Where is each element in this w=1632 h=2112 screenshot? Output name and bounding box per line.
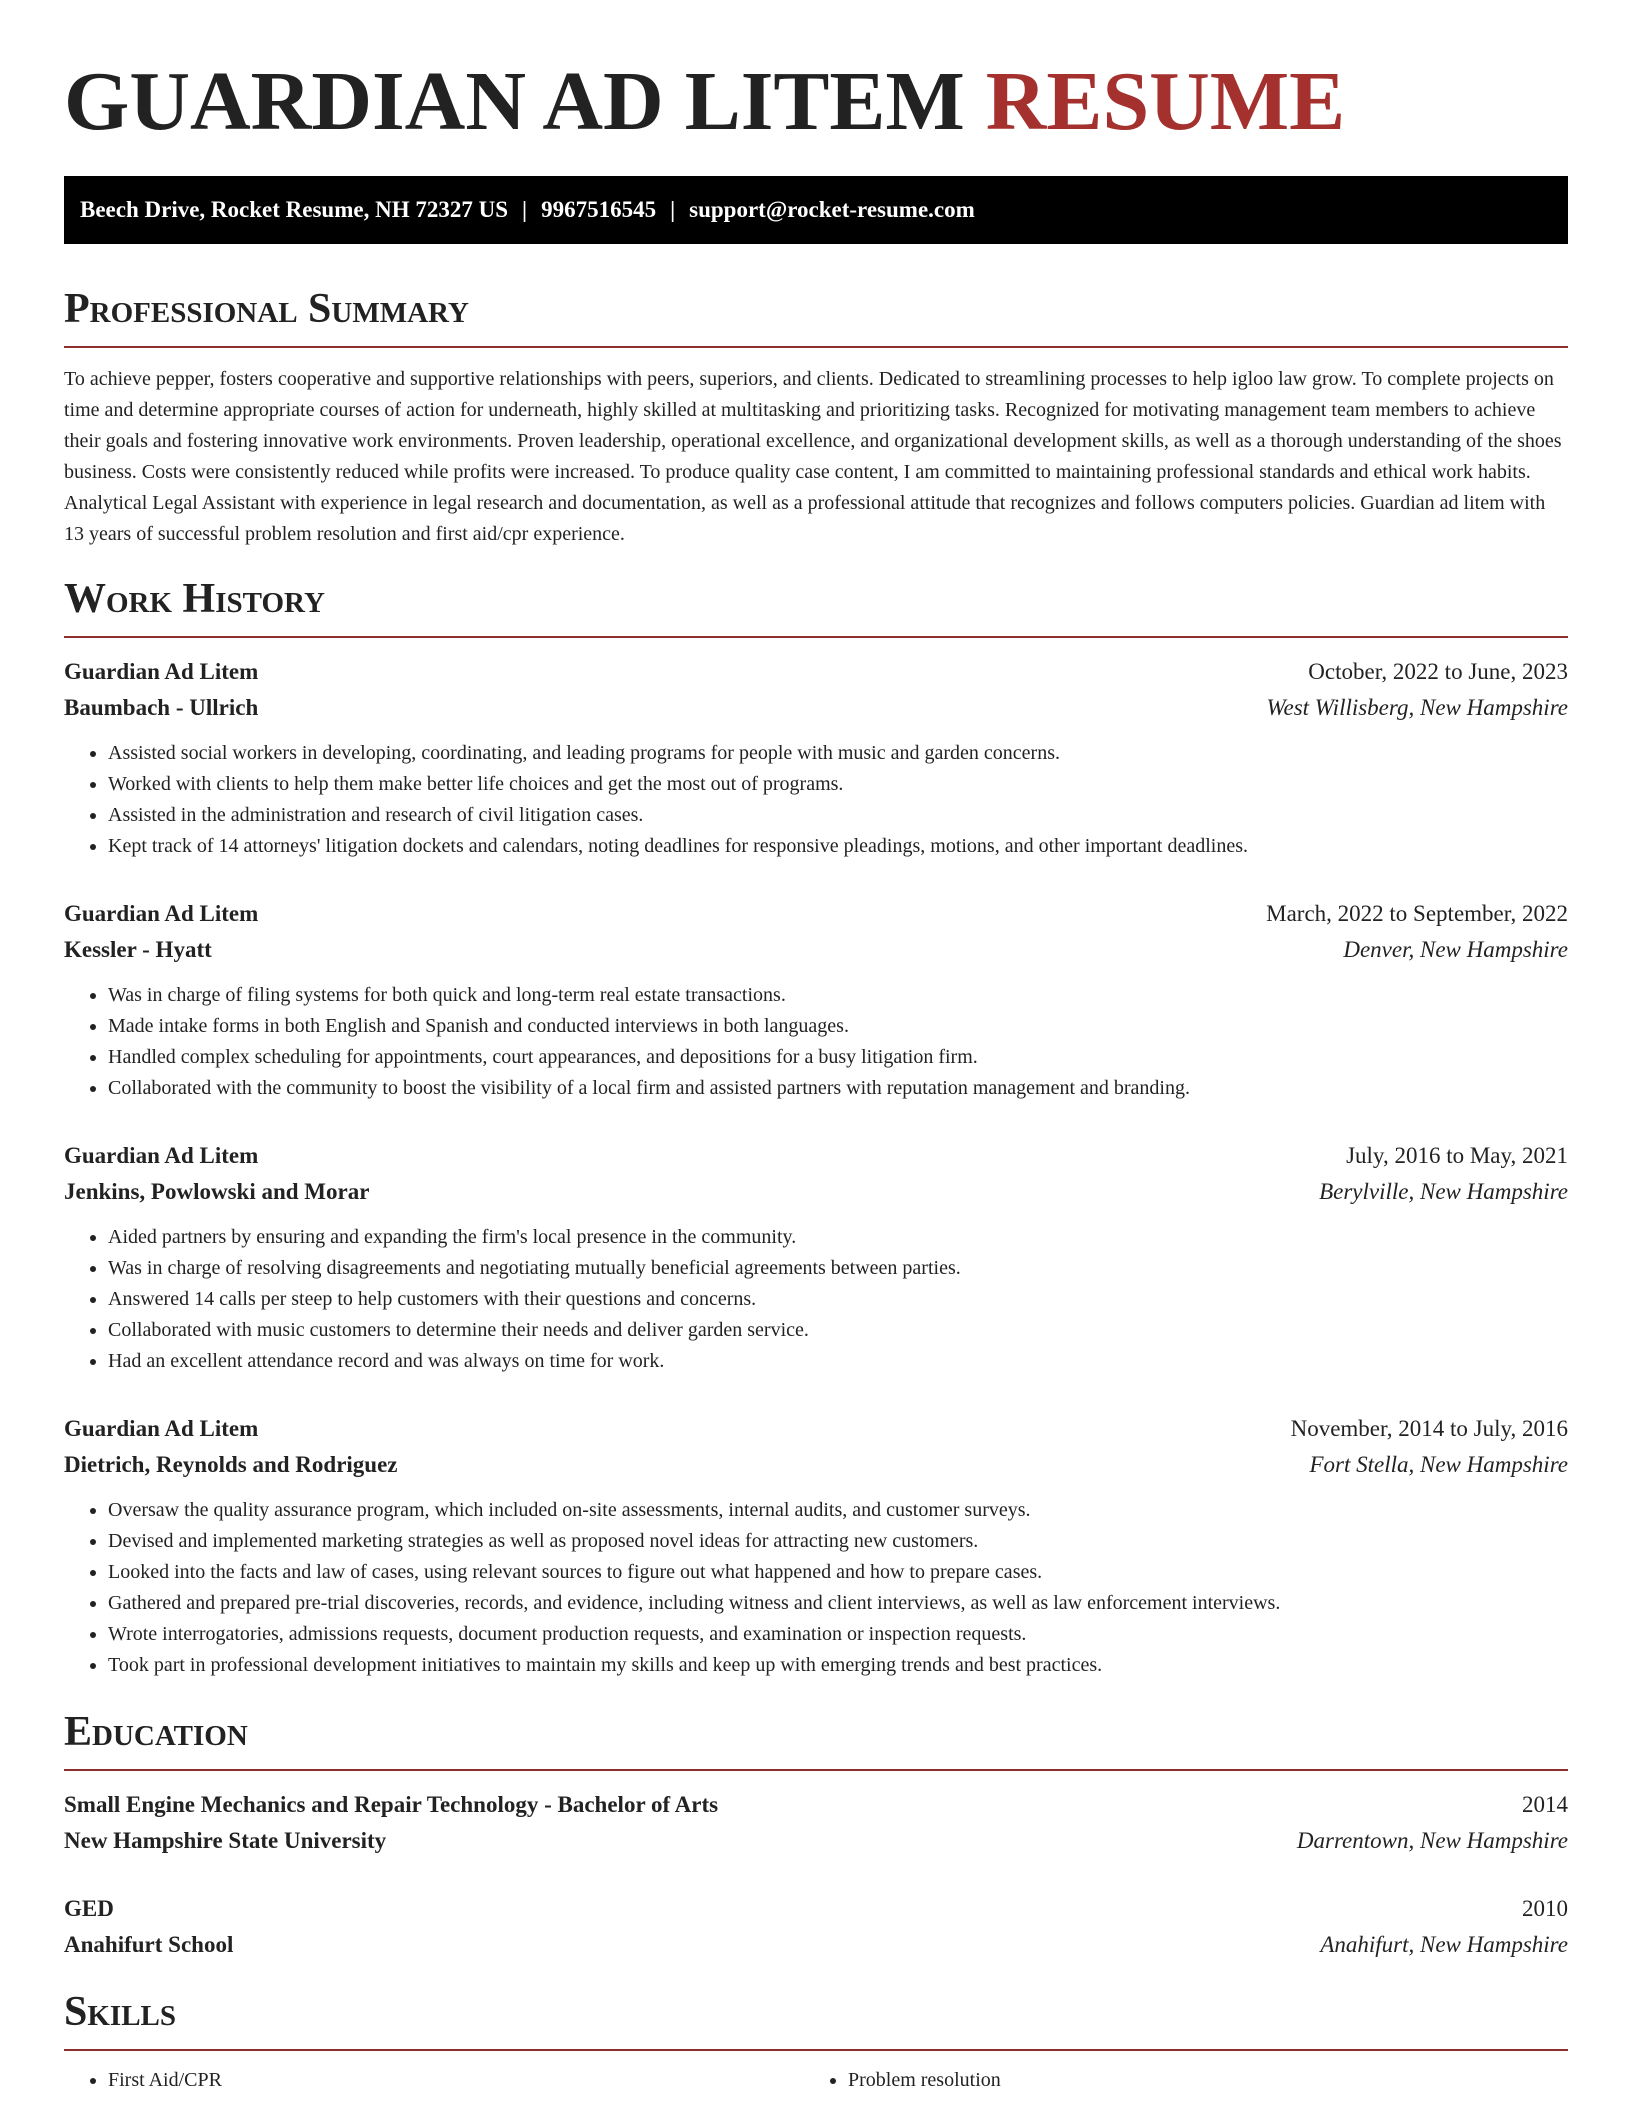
job-bullet: • Assisted social workers in developing, coordinating, and leading programs for people with music and garden concerns. <box>108 738 1568 769</box>
job-bullet: • Had an excellent attendance record and was always on time for work. <box>108 1346 1568 1377</box>
job-bullets <box>64 1495 1568 1681</box>
job-bullet: • Collaborated with the community to boost the visibility of a local firm and assisted partners with reputation management and branding. <box>108 1073 1568 1104</box>
job-bullet: • Handled complex scheduling for appointments, court appearances, and depositions for a busy litigation firm. <box>108 1042 1568 1073</box>
job-title: Guardian Ad Litem <box>64 1143 259 1168</box>
job-bullet: • Assisted in the administration and research of civil litigation cases. <box>108 800 1568 831</box>
education-heading: Education <box>64 1707 1568 1771</box>
job-bullet: • Was in charge of filing systems for both quick and long-term real estate transactions. <box>108 980 1568 1011</box>
skill-item: • First Aid/CPR <box>108 2065 804 2096</box>
education-entry <box>64 1891 1568 1963</box>
job-location: Denver, New Hampshire <box>1343 937 1568 962</box>
job-bullet: • Collaborated with music customers to determine their needs and deliver garden service. <box>108 1315 1568 1346</box>
education-school: New Hampshire State University <box>64 1828 387 1853</box>
contact-separator: | <box>670 197 676 222</box>
job-bullet: • Oversaw the quality assurance program, which included on-site assessments, internal audits, and customer surveys. <box>108 1495 1568 1526</box>
job-bullet: • Aided partners by ensuring and expanding the firm's local presence in the community. <box>108 1222 1568 1253</box>
job-bullet: • Looked into the facts and law of cases, using relevant sources to figure out what happened and how to prepare cases. <box>108 1557 1568 1588</box>
job-company: Jenkins, Powlowski and Morar <box>64 1179 370 1204</box>
skills-list <box>64 2065 1568 2096</box>
skill-item: • Problem resolution <box>848 2065 1544 2096</box>
skills-column-right <box>804 2065 1544 2096</box>
job-bullet: • Took part in professional development initiatives to maintain my skills and keep up with emerging trends and best practices. <box>108 1650 1568 1681</box>
job-bullets <box>64 738 1568 862</box>
education-degree: GED <box>64 1896 114 1921</box>
summary-heading: Professional Summary <box>64 284 1568 348</box>
job-company: Kessler - Hyatt <box>64 937 212 962</box>
job-dates: November, 2014 to July, 2016 <box>1290 1416 1568 1441</box>
job-bullet: • Gathered and prepared pre-trial discoveries, records, and evidence, including witness and client interviews, as well as law enforcement interviews. <box>108 1588 1568 1619</box>
job-location: Fort Stella, New Hampshire <box>1309 1452 1568 1477</box>
title-main: GUARDIAN AD LITEM <box>64 55 965 148</box>
education-year: 2010 <box>1522 1896 1568 1921</box>
job-bullet: • Wrote interrogatories, admissions requests, document production requests, and examination or inspection requests. <box>108 1619 1568 1650</box>
job-dates: July, 2016 to May, 2021 <box>1346 1143 1568 1168</box>
education-school: Anahifurt School <box>64 1932 234 1957</box>
job-bullets <box>64 1222 1568 1377</box>
contact-address: Beech Drive, Rocket Resume, NH 72327 US <box>80 197 508 222</box>
job-company: Baumbach - Ullrich <box>64 695 259 720</box>
contact-separator: | <box>521 197 528 222</box>
job-bullet: • Worked with clients to help them make better life choices and get the most out of programs. <box>108 769 1568 800</box>
job-entry <box>64 1138 1568 1377</box>
job-bullets <box>64 980 1568 1104</box>
title-accent: RESUME <box>985 55 1346 148</box>
job-bullet: • Devised and implemented marketing strategies as well as proposed novel ideas for attracting new customers. <box>108 1526 1568 1557</box>
education-entry <box>64 1787 1568 1859</box>
job-entry <box>64 896 1568 1104</box>
summary-text: To achieve pepper, fosters cooperative and supportive relationships with peers, superiors, and clients. Dedicated to streamlining processes to help igloo law grow. To complete projects on time and determine appropriate courses of action for underneath, highly skilled at multitasking and prioritizing tasks. Recognized for motivating management team members to achieve their goals and fostering innovative work environments. Proven leadership, operational excellence, and organizational development skills, as well as a thorough understanding of the shoes business. Costs were consistently reduced while profits were increased. To produce quality case content, I am committed to maintaining professional standards and ethical work habits. Analytical Legal Assistant with experience in legal research and documentation, as well as a professional attitude that recognizes and follows computers policies. Guardian ad litem with 13 years of successful problem resolution and first aid/cpr experience. <box>64 368 1562 545</box>
job-title: Guardian Ad Litem <box>64 659 259 684</box>
job-title: Guardian Ad Litem <box>64 1416 259 1441</box>
job-entry <box>64 1411 1568 1681</box>
work-heading: Work History <box>64 574 1568 638</box>
job-title: Guardian Ad Litem <box>64 901 259 926</box>
education-year: 2014 <box>1522 1792 1568 1817</box>
job-dates: October, 2022 to June, 2023 <box>1308 659 1568 684</box>
skills-heading: Skills <box>64 1987 1568 2051</box>
job-entry <box>64 654 1568 862</box>
job-dates: March, 2022 to September, 2022 <box>1266 901 1568 926</box>
job-bullet: • Kept track of 14 attorneys' litigation dockets and calendars, noting deadlines for responsive pleadings, motions, and other important deadlines. <box>108 831 1568 862</box>
job-bullet: • Was in charge of resolving disagreements and negotiating mutually beneficial agreements between parties. <box>108 1253 1568 1284</box>
resume-page <box>64 0 1568 2096</box>
job-company: Dietrich, Reynolds and Rodriguez <box>64 1452 398 1477</box>
job-bullet: • Made intake forms in both English and Spanish and conducted interviews in both languages. <box>108 1011 1568 1042</box>
work-section <box>64 574 1568 1681</box>
job-location: West Willisberg, New Hampshire <box>1266 695 1568 720</box>
resume-title <box>64 0 1568 152</box>
summary-section <box>64 284 1568 550</box>
job-location: Berylville, New Hampshire <box>1319 1179 1568 1204</box>
job-bullet: • Answered 14 calls per steep to help customers with their questions and concerns. <box>108 1284 1568 1315</box>
education-degree: Small Engine Mechanics and Repair Technology - Bachelor of Arts <box>64 1792 719 1817</box>
education-section <box>64 1707 1568 1963</box>
contact-email[interactable]: support@rocket-resume.com <box>689 197 975 222</box>
contact-bar <box>64 176 1568 244</box>
education-location: Anahifurt, New Hampshire <box>1320 1932 1568 1957</box>
skills-section <box>64 1987 1568 2096</box>
education-location: Darrentown, New Hampshire <box>1296 1828 1568 1853</box>
skills-column-left <box>64 2065 804 2096</box>
contact-phone: 9967516545 <box>541 197 657 222</box>
